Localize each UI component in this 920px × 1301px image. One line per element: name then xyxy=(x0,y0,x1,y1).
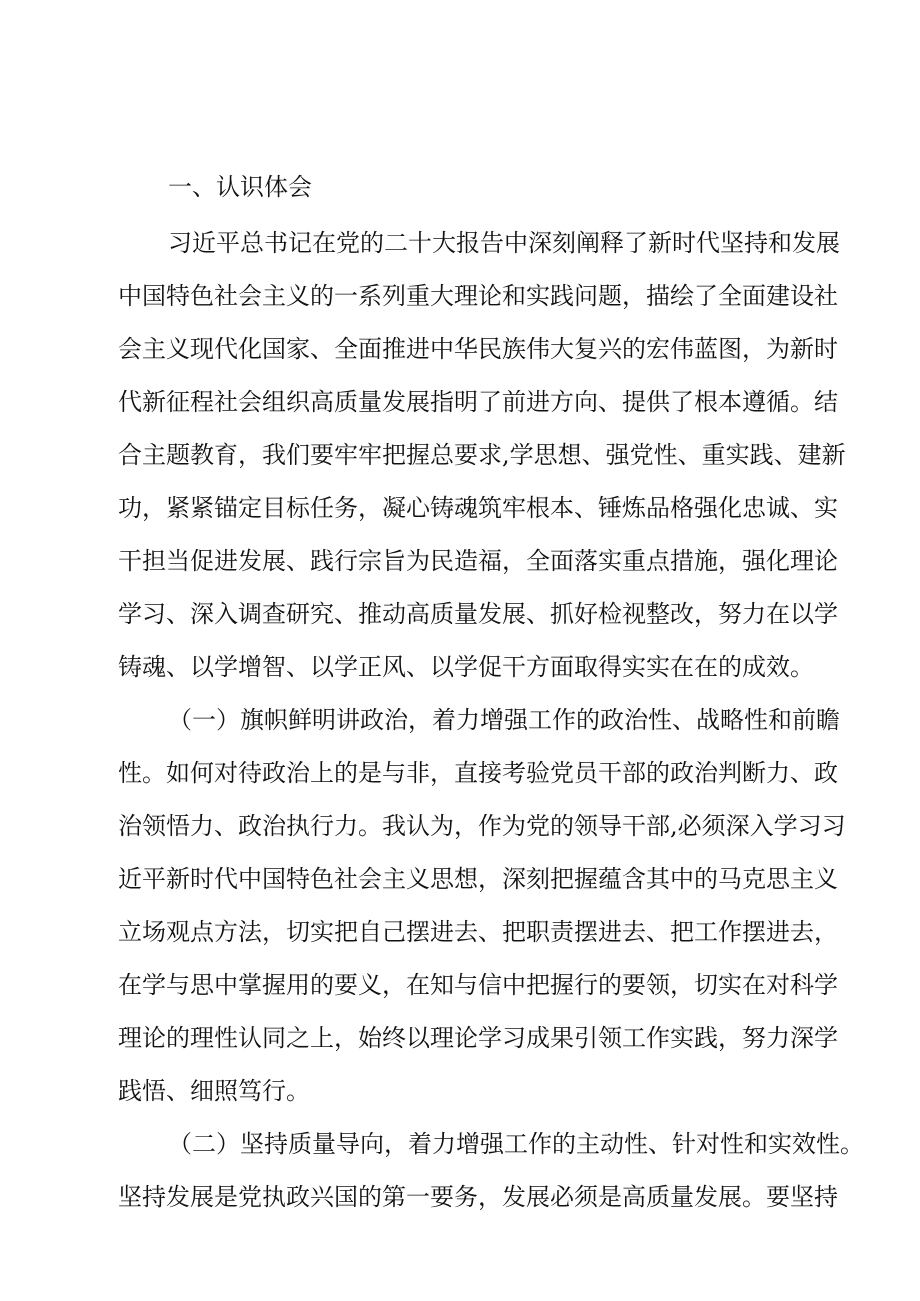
paragraph-3-line-1: （二）坚持质量导向，着力增强工作的主动性、针对性和实效性。 xyxy=(168,1130,864,1158)
paragraph-1-line-1: 习近平总书记在党的二十大报告中深刻阐释了新时代坚持和发展 xyxy=(168,229,840,257)
paragraph-2-line-5: 立场观点方法，切实把自己摆进去、把职责摆进去、把工作摆进去， xyxy=(118,918,838,946)
paragraph-3-line-2: 坚持发展是党执政兴国的第一要务，发展必须是高质量发展。要坚持 xyxy=(118,1183,838,1211)
paragraph-1-line-7: 干担当促进发展、践行宗旨为民造福，全面落实重点措施，强化理论 xyxy=(118,547,838,575)
paragraph-2-line-4: 近平新时代中国特色社会主义思想，深刻把握蕴含其中的马克思主义 xyxy=(118,865,838,893)
paragraph-2-line-3: 治领悟力、政治执行力。我认为，作为党的领导干部,必须深入学习习 xyxy=(118,812,846,840)
paragraph-1-line-4: 代新征程社会组织高质量发展指明了前进方向、提供了根本遵循。结 xyxy=(118,388,838,416)
paragraph-1-line-6: 功，紧紧锚定目标任务，凝心铸魂筑牢根本、锤炼品格强化忠诚、实 xyxy=(118,494,838,522)
paragraph-1-line-8: 学习、深入调查研究、推动高质量发展、抓好检视整改，努力在以学 xyxy=(118,600,838,628)
paragraph-1-line-3: 会主义现代化国家、全面推进中华民族伟大复兴的宏伟蓝图，为新时 xyxy=(118,335,838,363)
paragraph-2-line-1: （一）旗帜鲜明讲政治，着力增强工作的政治性、战略性和前瞻 xyxy=(168,706,840,734)
paragraph-2-line-7: 理论的理性认同之上，始终以理论学习成果引领工作实践，努力深学 xyxy=(118,1024,838,1052)
paragraph-1-line-2: 中国特色社会主义的一系列重大理论和实践问题，描绘了全面建设社 xyxy=(118,282,838,310)
paragraph-1-line-9: 铸魂、以学增智、以学正风、以学促干方面取得实实在在的成效。 xyxy=(118,653,814,681)
paragraph-2-line-6: 在学与思中掌握用的要义，在知与信中把握行的要领，切实在对科学 xyxy=(118,971,838,999)
paragraph-2-line-8: 践悟、细照笃行。 xyxy=(118,1077,310,1105)
section-heading: 一、认识体会 xyxy=(168,173,312,201)
paragraph-1-line-5: 合主题教育，我们要牢牢把握总要求,学思想、强党性、重实践、建新 xyxy=(118,441,846,469)
paragraph-2-line-2: 性。如何对待政治上的是与非，直接考验党员干部的政治判断力、政 xyxy=(118,759,838,787)
